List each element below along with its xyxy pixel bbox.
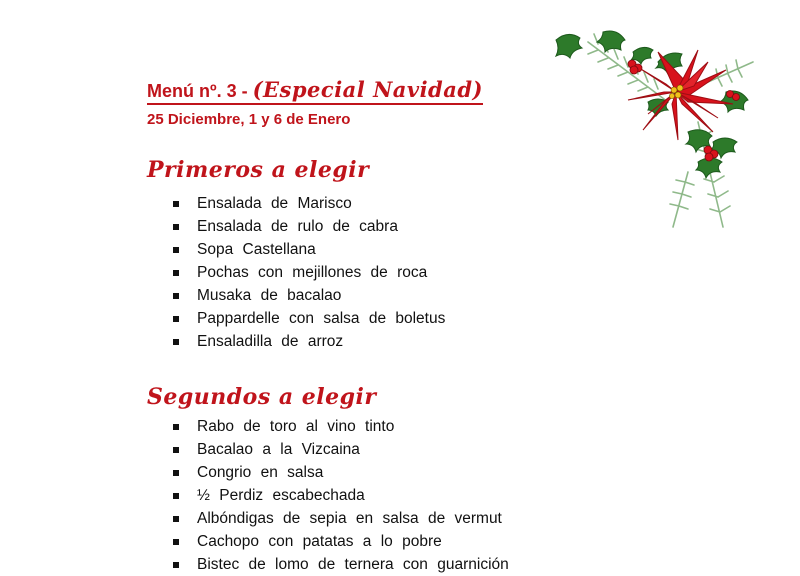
segundos-list xyxy=(172,415,509,576)
bullet-icon xyxy=(173,424,179,430)
list-item: Bacalao a la Vizcaina xyxy=(172,438,509,461)
segundos-heading: Segundos a elegir xyxy=(147,384,377,410)
list-item: Pappardelle con salsa de boletus xyxy=(172,307,445,330)
poinsettia-holly-icon xyxy=(548,22,758,240)
list-item: Albóndigas de sepia en salsa de vermut xyxy=(172,507,509,530)
menu-dates: 25 Diciembre, 1 y 6 de Enero xyxy=(147,111,351,128)
menu-title-special: (Especial Navidad) xyxy=(252,77,483,102)
bullet-icon xyxy=(173,539,179,545)
list-item: Musaka de bacalao xyxy=(172,284,445,307)
bullet-icon xyxy=(173,293,179,299)
list-item: ½ Perdiz escabechada xyxy=(172,484,509,507)
bullet-icon xyxy=(173,516,179,522)
menu-title xyxy=(147,79,483,105)
bullet-icon xyxy=(173,339,179,345)
bullet-icon xyxy=(173,270,179,276)
list-item: Sopa Castellana xyxy=(172,238,445,261)
list-item: Ensalada de rulo de cabra xyxy=(172,215,445,238)
bullet-icon xyxy=(173,562,179,568)
primeros-heading: Primeros a elegir xyxy=(147,157,370,183)
list-item: Rabo de toro al vino tinto xyxy=(172,415,509,438)
bullet-icon xyxy=(173,493,179,499)
list-item: Pochas con mejillones de roca xyxy=(172,261,445,284)
list-item: Cachopo con patatas a lo pobre xyxy=(172,530,509,553)
bullet-icon xyxy=(173,224,179,230)
list-item: Bistec de lomo de ternera con guarnición xyxy=(172,553,509,576)
bullet-icon xyxy=(173,201,179,207)
bullet-icon xyxy=(173,316,179,322)
menu-title-prefix: Menú nº. 3 - xyxy=(147,81,248,101)
list-item: Ensalada de Marisco xyxy=(172,192,445,215)
bullet-icon xyxy=(173,447,179,453)
list-item: Congrio en salsa xyxy=(172,461,509,484)
primeros-list xyxy=(172,192,445,353)
list-item: Ensaladilla de arroz xyxy=(172,330,445,353)
bullet-icon xyxy=(173,470,179,476)
bullet-icon xyxy=(173,247,179,253)
